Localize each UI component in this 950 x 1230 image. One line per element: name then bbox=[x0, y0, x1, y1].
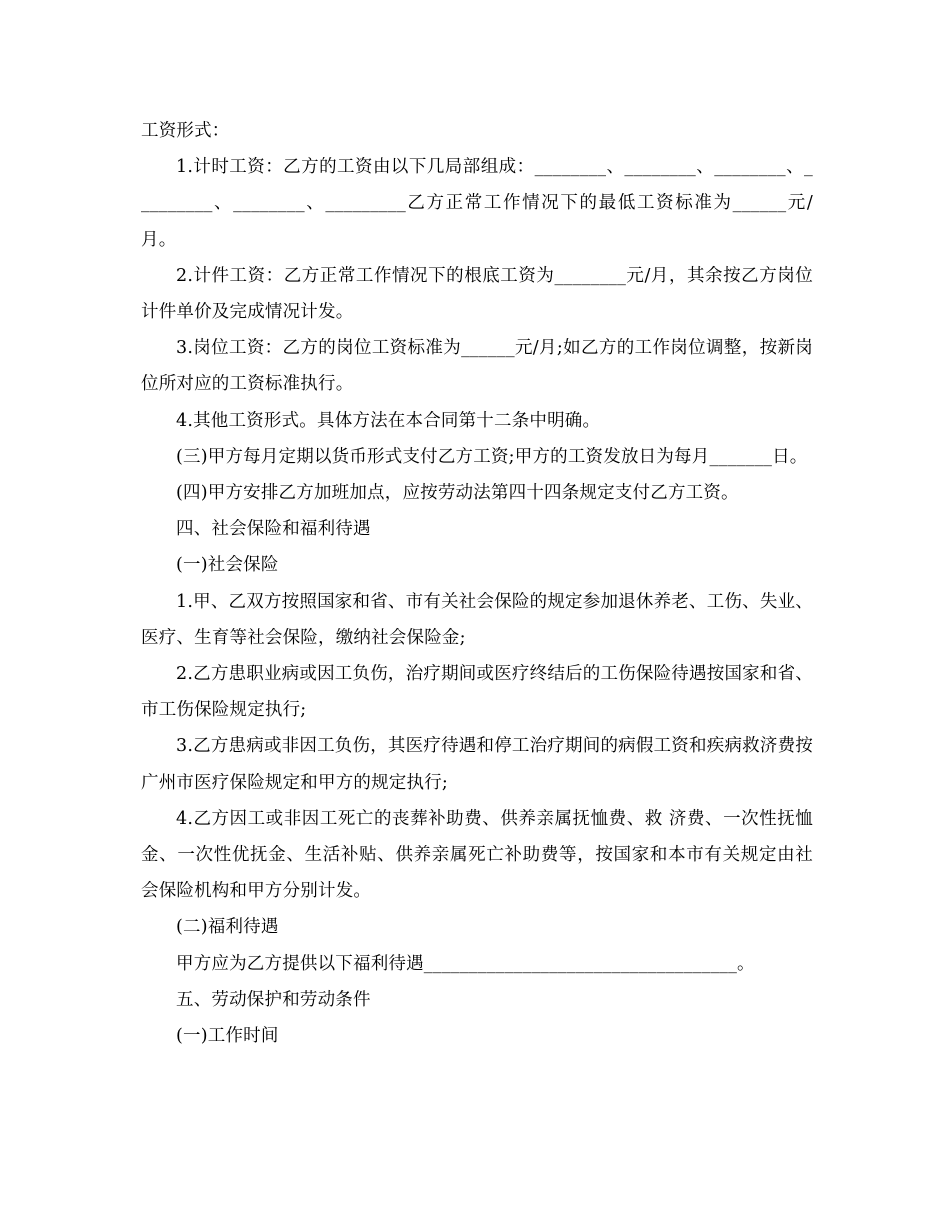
paragraph-illness: 3.乙方患病或非因工负伤，其医疗待遇和停工治疗期间的病假工资和疾病救济费按广州市医疗保险规定和甲方的规定执行; bbox=[141, 736, 813, 793]
paragraph-other-wage: 4.其他工资形式。具体方法在本合同第十二条中明确。 bbox=[176, 410, 601, 431]
paragraph-payment-schedule: (三)甲方每月定期以货币形式支付乙方工资;甲方的工资发放日为每月_______日。 bbox=[176, 446, 808, 467]
paragraph-overtime: (四)甲方安排乙方加班加点，应按劳动法第四十四条规定支付乙方工资。 bbox=[176, 483, 739, 504]
paragraph-position-wage: 3.岗位工资：乙方的岗位工资标准为______元/月;如乙方的工作岗位调整，按新岗位所对应的工资标准执行。 bbox=[141, 338, 813, 395]
paragraph-insurance-participation: 1.甲、乙双方按照国家和省、市有关社会保险的规定参加退休养老、工伤、失业、医疗、生育等社会保险，缴纳社会保险金; bbox=[141, 591, 813, 648]
section-heading-labor-protection: 五、劳动保护和劳动条件 bbox=[176, 989, 371, 1010]
paragraph-piece-wage: 2.计件工资：乙方正常工作情况下的根底工资为________元/月，其余按乙方岗位计件单价及完成情况计发。 bbox=[141, 265, 813, 323]
paragraph-welfare-benefits: 甲方应为乙方提供以下福利待遇___________________________________。 bbox=[176, 953, 755, 974]
paragraph-hourly-wage: 1.计时工资：乙方的工资由以下几局部组成：________、________、________、_________、________、_________乙方正常工作情况下的最低工资标准为______元/月。 bbox=[141, 157, 813, 250]
subsection-heading-social-insurance: (一)社会保险 bbox=[176, 555, 279, 576]
paragraph-death-benefits: 4.乙方因工或非因工死亡的丧葬补助费、供养亲属抚恤费、救 济费、一次性抚恤金、一次性优抚金、生活补贴、供养亲属死亡补助费等，按国家和本市有关规定由社会保险机构和甲方分别计发。 bbox=[141, 808, 813, 902]
document-body bbox=[141, 113, 813, 1054]
subsection-heading-working-hours: (一)工作时间 bbox=[176, 1026, 279, 1047]
subsection-heading-welfare: (二)福利待遇 bbox=[176, 917, 279, 938]
paragraph-work-injury: 2.乙方患职业病或因工负伤，治疗期间或医疗终结后的工伤保险待遇按国家和省、市工伤保险规定执行; bbox=[141, 664, 813, 721]
paragraph-wage-form-heading: 工资形式： bbox=[141, 121, 230, 141]
section-heading-social-insurance-welfare: 四、社会保险和福利待遇 bbox=[176, 519, 371, 540]
